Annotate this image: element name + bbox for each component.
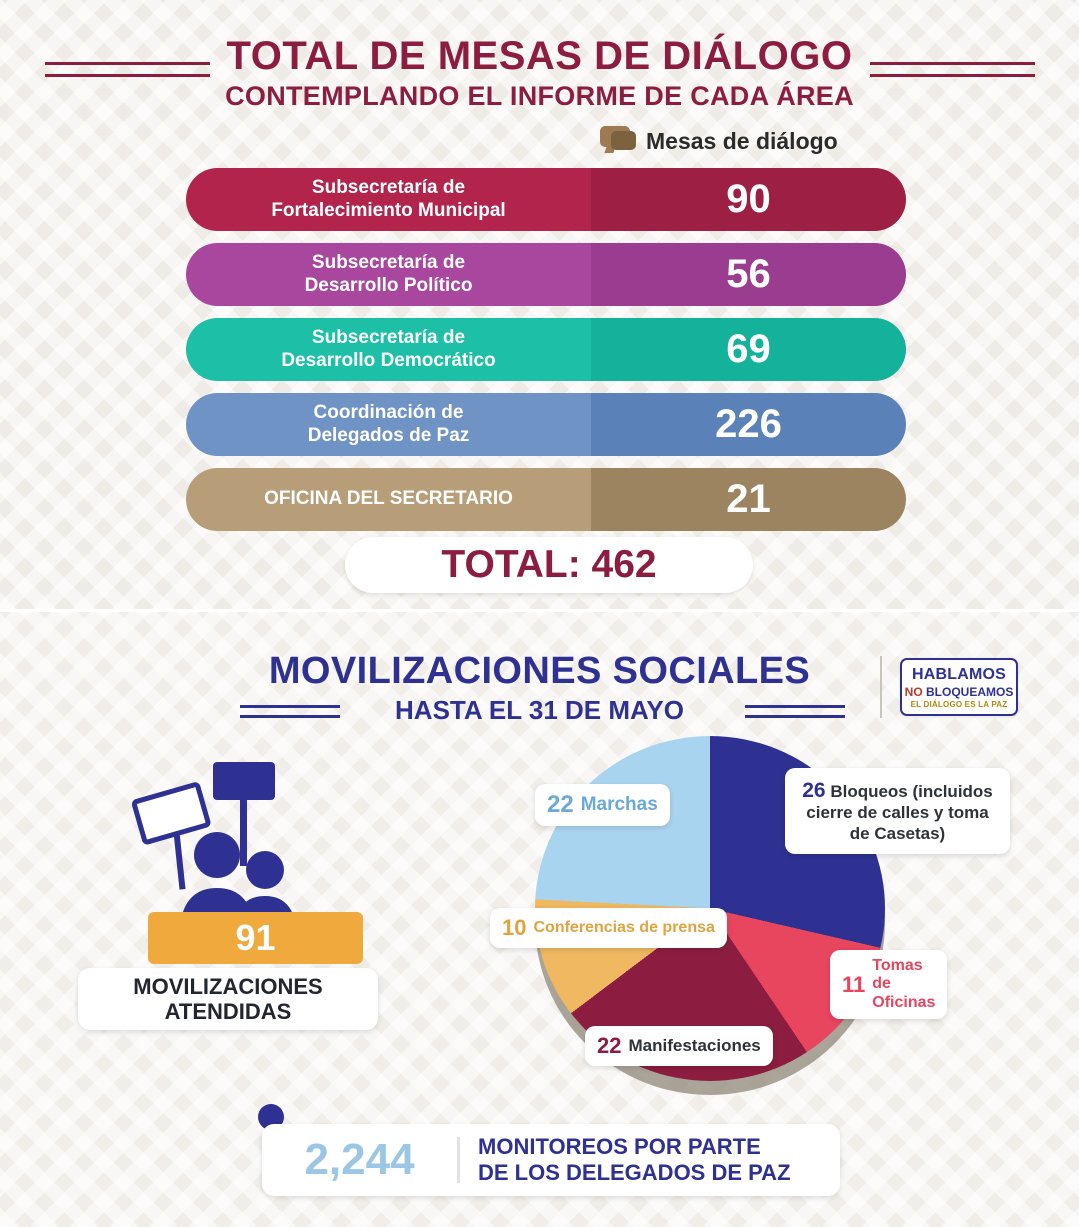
bar-row <box>186 318 906 381</box>
bar-label-fortalecimiento-municipal: Subsecretaría de Fortalecimiento Municipal <box>186 168 591 231</box>
bar-value-desarrollo-politico: 56 <box>591 243 906 306</box>
bottom-title: MOVILIZACIONES SOCIALES <box>268 650 811 692</box>
pie-callout-conferencias-de-prensa: 10 Conferencias de prensa <box>490 908 727 948</box>
bar-label-delegados-de-paz: Coordinación de Delegados de Paz <box>186 393 591 456</box>
pie-chart <box>502 728 993 1088</box>
top-header <box>0 34 1079 112</box>
bottom-subtitle: HASTA EL 31 DE MAYO <box>395 695 684 725</box>
pie-callout-manifestaciones: 22 Manifestaciones <box>585 1026 773 1066</box>
bar-label-desarrollo-democratico: Subsecretaría de Desarrollo Democrático <box>186 318 591 381</box>
badge-line1: HABLAMOS <box>911 665 1007 683</box>
monitoreos-label: MONITOREOS POR PARTE DE LOS DELEGADOS DE PAZ <box>478 1133 791 1185</box>
total-badge: TOTAL: 462 <box>345 537 753 593</box>
bar-row <box>186 168 906 231</box>
monitoreos-value: 2,244 <box>304 1135 415 1184</box>
bar-label-oficina-del-secretario: OFICINA DEL SECRETARIO <box>186 468 591 531</box>
monitoreos-card <box>262 1124 840 1196</box>
bar-value-oficina-del-secretario: 21 <box>591 468 906 531</box>
page-subtitle: CONTEMPLANDO EL INFORME DE CADA ÁREA <box>225 81 854 111</box>
pie-callout-bloqueos: 26 Bloqueos (incluidos cierre de calles y toma de Casetas) <box>785 768 1010 854</box>
bar-row <box>186 243 906 306</box>
bar-row <box>186 468 906 531</box>
bar-value-desarrollo-democratico: 69 <box>591 318 906 381</box>
bar-chart <box>186 168 906 543</box>
pie-callout-marchas: 22 Marchas <box>535 784 670 826</box>
movilizaciones-label: MOVILIZACIONES ATENDIDAS <box>78 968 378 1030</box>
bar-label-desarrollo-politico: Subsecretaría de Desarrollo Político <box>186 243 591 306</box>
badge-line3: EL DIÁLOGO ES LA PAZ <box>910 699 1008 709</box>
bar-value-fortalecimiento-municipal: 90 <box>591 168 906 231</box>
badge-line2: NO BLOQUEAMOS <box>904 684 1014 699</box>
legend <box>600 126 838 156</box>
hablamos-no-bloqueamos-badge <box>900 658 1018 716</box>
pie-callout-tomas-de-oficinas: 11 Tomas de Oficinas <box>830 950 947 1019</box>
legend-label: Mesas de diálogo <box>646 127 838 154</box>
bar-row <box>186 393 906 456</box>
badge-separator <box>880 656 882 718</box>
movilizaciones-value: 91 <box>148 912 363 964</box>
bar-value-delegados-de-paz: 226 <box>591 393 906 456</box>
page-title: TOTAL DE MESAS DE DIÁLOGO <box>226 34 853 78</box>
mesas-de-dialogo-panel <box>0 0 1079 612</box>
chat-bubbles-icon <box>600 126 636 156</box>
